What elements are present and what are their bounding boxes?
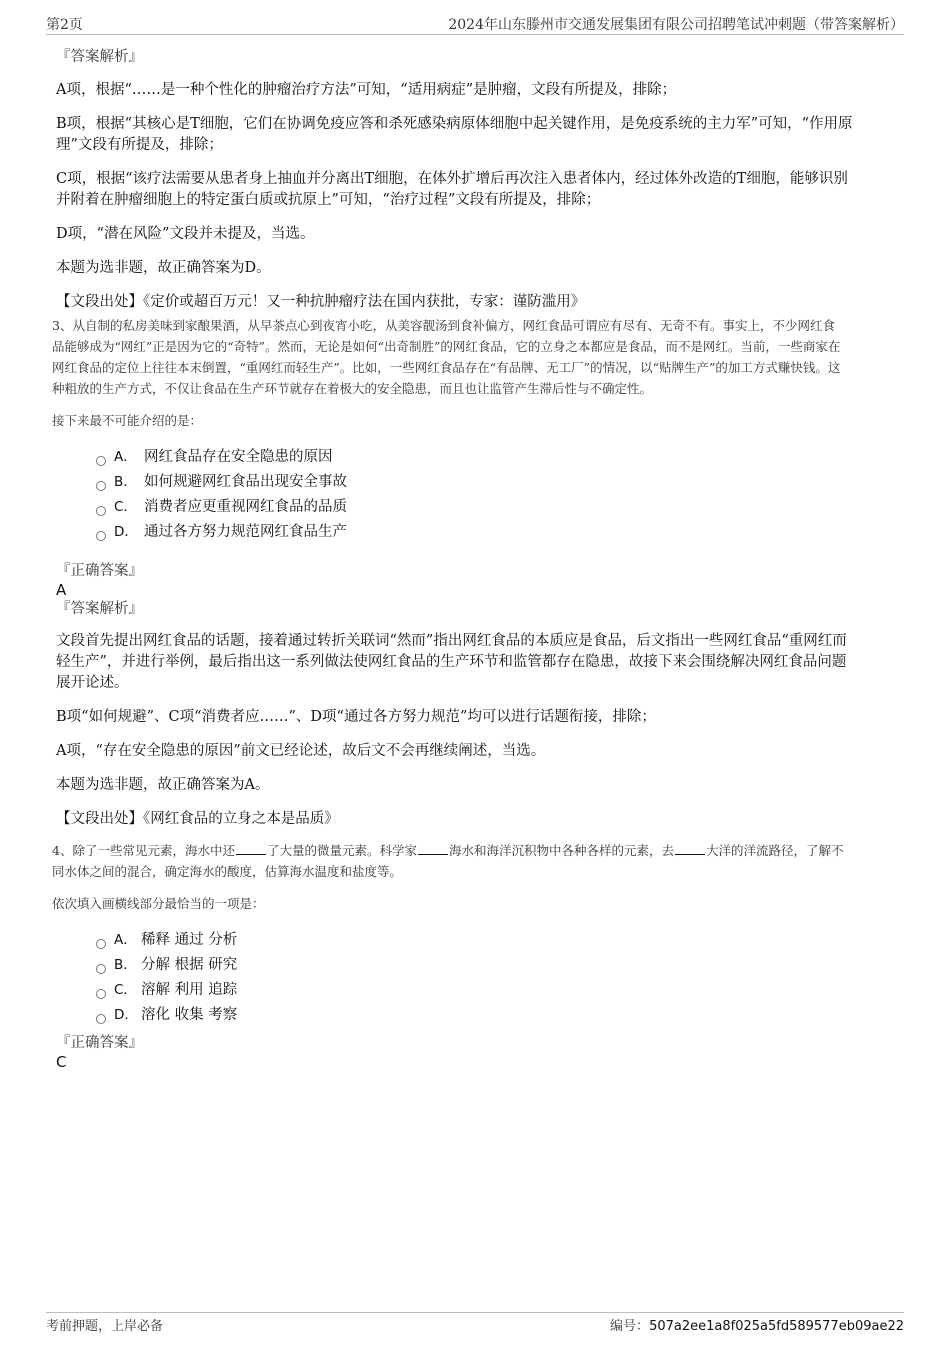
- footer-slogan: 考前押题，上岸必备: [46, 1319, 164, 1334]
- analysis-p3: A项，“存在安全隐患的原因”前文已经论述，故后文不会再继续阐述，当选。: [56, 743, 546, 759]
- option-text: 稀释 通过 分析: [141, 932, 238, 948]
- question-3-text-line3: 网红食品的定位上往往本末倒置，“重网红而轻生产”。比如，一些网红食品存在“有品牌、无工厂”的情况，以“贴牌生产”的加工方式赚快钱。这: [52, 360, 841, 375]
- option-key: D．: [114, 524, 138, 540]
- correct-answer-label: 『正确答案』: [56, 1035, 143, 1051]
- option-text: 如何规避网红食品出现安全事故: [144, 474, 347, 490]
- analysis-option-c-line2: 并附着在肿瘤细胞上的特定蛋白质或抗原上”可知，“治疗过程”文段有所提及，排除；: [56, 192, 601, 208]
- option-key: B．: [114, 957, 137, 973]
- document-code: [610, 1315, 904, 1334]
- question-4-options: [96, 928, 900, 1028]
- radio-icon[interactable]: [96, 1014, 106, 1024]
- option-c[interactable]: [96, 495, 900, 520]
- q4-segment-3: 海水和海洋沉积物中各种各样的元素，去: [448, 843, 674, 858]
- q4-segment-4: 大洋的洋流路径，了解不: [706, 843, 844, 858]
- analysis-option-b-line2: 理”文段有所提及，排除；: [56, 137, 223, 153]
- text-source: 【文段出处】《定价或超百万元！又一种抗肿瘤疗法在国内获批，专家：谨防滥用》: [56, 294, 586, 310]
- question-3-text-line1: 3、从自制的私房美味到家酿果酒，从早茶点心到夜宵小吃，从美容靓汤到食补偏方，网红食品可谓应有尽有、无奇不有。事实上，不少网红食: [52, 318, 835, 333]
- option-d[interactable]: [96, 1003, 900, 1028]
- radio-icon[interactable]: [96, 481, 106, 491]
- fill-blank-3: [675, 842, 705, 855]
- q4-segment-1: 4、除了一些常见元素，海水中还: [52, 843, 235, 858]
- fill-blank-1: [236, 842, 266, 855]
- page-header: [46, 14, 904, 35]
- correct-answer: A: [56, 581, 67, 599]
- question-3-text-line4: 种粗放的生产方式，不仅让食品在生产环节就存在着极大的安全隐患，而且也让监管产生滞后性与不确定性。: [52, 381, 653, 396]
- option-c[interactable]: [96, 978, 900, 1003]
- answer-analysis-label: 『答案解析』: [56, 49, 143, 65]
- analysis-conclusion: 本题为选非题，故正确答案为A。: [56, 777, 270, 793]
- option-b[interactable]: [96, 470, 900, 495]
- radio-icon[interactable]: [96, 964, 106, 974]
- page-content: [52, 48, 900, 1072]
- analysis-p1-line3: 展开论述。: [56, 675, 129, 691]
- analysis-conclusion: 本题为选非题，故正确答案为D。: [56, 260, 271, 276]
- option-text: 通过各方努力规范网红食品生产: [144, 524, 347, 540]
- option-key: C．: [114, 982, 137, 998]
- radio-icon[interactable]: [96, 506, 106, 516]
- option-text: 消费者应更重视网红食品的品质: [144, 499, 347, 515]
- correct-answer: C: [56, 1053, 67, 1071]
- option-text: 溶化 收集 考察: [141, 1007, 238, 1023]
- option-key: B．: [114, 474, 137, 490]
- option-a[interactable]: [96, 445, 900, 470]
- analysis-p2: B项“如何规避”、C项“消费者应……”、D项“通过各方努力规范”均可以进行话题衔接，排除；: [56, 709, 656, 725]
- analysis-option-d: D项，“潜在风险”文段并未提及，当选。: [56, 226, 315, 242]
- page-footer: [46, 1312, 904, 1334]
- analysis-p1-line2: 轻生产”，并进行举例，最后指出这一系列做法使网红食品的生产环节和监管都存在隐患，故接下来会围绕解决网红食品问题: [56, 654, 847, 670]
- option-text: 溶解 利用 追踪: [141, 982, 238, 998]
- question-4-text-line2: 同水体之间的混合，确定海水的酸度，估算海水温度和盐度等。: [52, 864, 403, 879]
- radio-icon[interactable]: [96, 939, 106, 949]
- analysis-p1-line1: 文段首先提出网红食品的话题，接着通过转折关联词“然而”指出网红食品的本质应是食品，后文指出一些网红食品“重网红而: [56, 633, 847, 649]
- question-3-text-line2: 品能够成为“网红”正是因为它的“奇特”。然而，无论是如何“出奇制胜”的网红食品，它的立身之本都应是食品，而不是网红。当前，一些商家在: [52, 339, 841, 354]
- q4-segment-2: 了大量的微量元素。科学家: [266, 843, 417, 858]
- option-text: 分解 根据 研究: [141, 957, 238, 973]
- question-4-prompt: 依次填入画横线部分最恰当的一项是：: [52, 896, 265, 911]
- radio-icon[interactable]: [96, 989, 106, 999]
- code-label: 编号：: [610, 1319, 650, 1334]
- code-value: 507a2ee1a8f025a5fd589577eb09ae22: [649, 1319, 904, 1334]
- fill-blank-2: [418, 842, 448, 855]
- option-text: 网红食品存在安全隐患的原因: [144, 449, 333, 465]
- analysis-option-a: A项，根据“……是一种个性化的肿瘤治疗方法”可知，“适用病症”是肿瘤，文段有所提及，排除；: [56, 82, 677, 98]
- text-source: 【文段出处】《网红食品的立身之本是品质》: [56, 811, 339, 827]
- document-title: 2024年山东滕州市交通发展集团有限公司招聘笔试冲刺题（带答案解析）: [448, 17, 904, 33]
- option-key: C．: [114, 499, 137, 515]
- option-key: D．: [114, 1007, 138, 1023]
- radio-icon[interactable]: [96, 531, 106, 541]
- option-key: A．: [114, 449, 137, 465]
- question-4-text-line1: [52, 840, 900, 861]
- question-3-options: [96, 445, 900, 545]
- radio-icon[interactable]: [96, 456, 106, 466]
- page-number: 第2页: [46, 17, 83, 33]
- correct-answer-label: 『正确答案』: [56, 563, 143, 579]
- option-d[interactable]: [96, 520, 900, 545]
- question-3-prompt: 接下来最不可能介绍的是：: [52, 413, 203, 428]
- analysis-option-b-line1: B项，根据“其核心是T细胞，它们在协调免疫应答和杀死感染病原体细胞中起关键作用，是免疫系统的主力军”可知，“作用原: [56, 116, 853, 132]
- option-b[interactable]: [96, 953, 900, 978]
- answer-analysis-label: 『答案解析』: [56, 601, 143, 617]
- analysis-option-c-line1: C项，根据“该疗法需要从患者身上抽血并分离出T细胞，在体外扩增后再次注入患者体内，经过体外改造的T细胞，能够识别: [56, 171, 848, 187]
- option-a[interactable]: [96, 928, 900, 953]
- option-key: A．: [114, 932, 137, 948]
